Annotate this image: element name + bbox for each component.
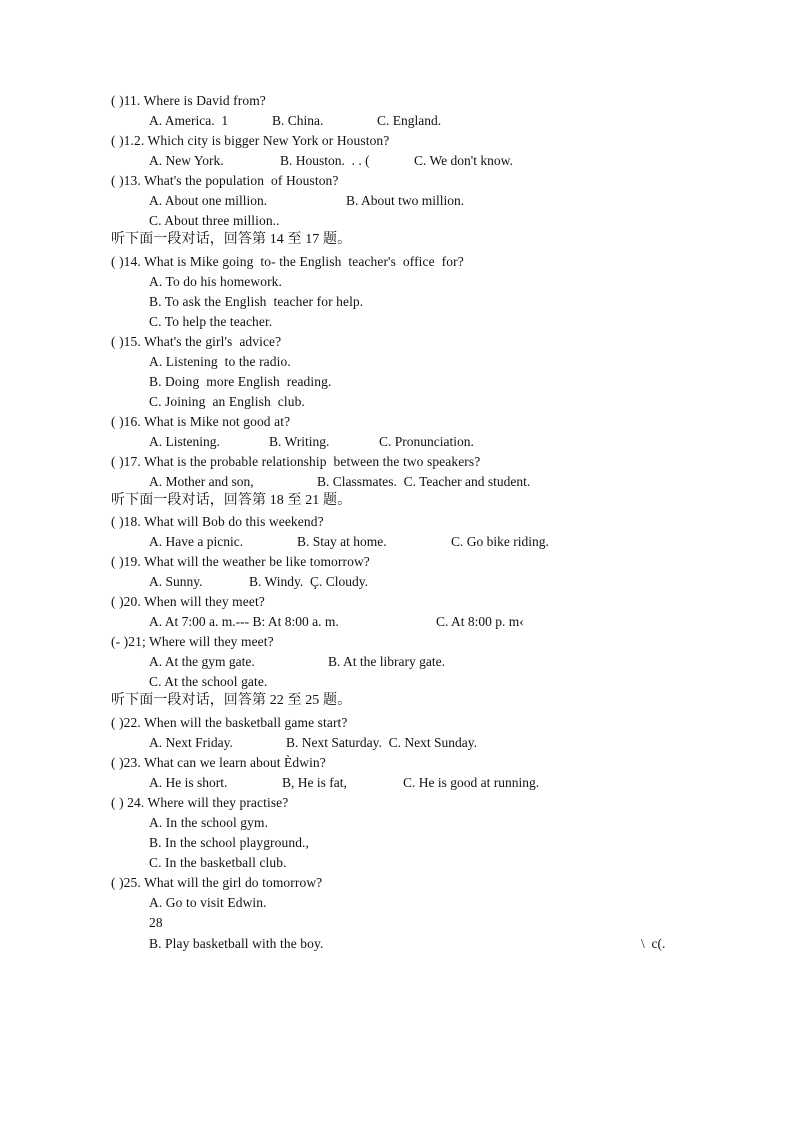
option: B. Next Saturday. C. Next Sunday. [286, 735, 477, 750]
option: A. At the gym gate. [149, 654, 255, 669]
option: C. In the basketball club. [149, 855, 287, 870]
option: C. At 8:00 p. m‹ [436, 614, 524, 629]
option: A. Sunny. [149, 574, 203, 589]
option: B. Writing. [269, 434, 330, 449]
option: B. At the library gate. [328, 654, 445, 669]
option: C. Go bike riding. [451, 534, 549, 549]
question-stem: ( )19. What will the weather be like tomorrow? [111, 554, 370, 569]
option: B. Classmates. C. Teacher and student. [317, 474, 531, 489]
option: C. About three million.. [149, 213, 280, 228]
page-number: 28 [149, 915, 163, 930]
question-stem: ( )11. Where is David from? [111, 93, 266, 108]
option: A. About one million. [149, 193, 268, 208]
question-stem: ( )25. What will the girl do tomorrow? [111, 875, 323, 890]
question-stem: ( )16. What is Mike not good at? [111, 414, 291, 429]
option: A. Listening. [149, 434, 220, 449]
option: A. Mother and son, [149, 474, 254, 489]
option: A. At 7:00 a. m.--- B: At 8:00 a. m. [149, 614, 339, 629]
section-heading: 听下面一段对话，回答第 18 至 21 题。 [111, 493, 352, 508]
question-stem: ( )14. What is Mike going to- the English teacher's office for? [111, 254, 464, 269]
question-stem: ( )20. When will they meet? [111, 594, 265, 609]
question-stem: (- )21; Where will they meet? [111, 634, 274, 649]
question-stem: ( )18. What will Bob do this weekend? [111, 514, 324, 529]
option: C. Joining an English club. [149, 394, 305, 409]
option: A. America. 1 [149, 113, 229, 128]
option: A. Listening to the radio. [149, 354, 291, 369]
option: C. To help the teacher. [149, 314, 273, 329]
question-stem: ( ) 24. Where will they practise? [111, 795, 289, 810]
option: B. To ask the English teacher for help. [149, 294, 364, 309]
section-heading: 听下面一段对话，回答第 22 至 25 题。 [111, 693, 352, 708]
question-stem: ( )13. What's the population of Houston? [111, 173, 339, 188]
question-stem: ( )15. What's the girl's advice? [111, 334, 282, 349]
option: A. In the school gym. [149, 815, 269, 830]
option: A. Have a picnic. [149, 534, 244, 549]
option: B. About two million. [346, 193, 465, 208]
option: A. He is short. [149, 775, 228, 790]
option: A. New York. [149, 153, 224, 168]
question-stem: ( )1.2. Which city is bigger New York or Houston? [111, 133, 390, 148]
option: A. To do his homework. [149, 274, 283, 289]
option: C. At the school gate. [149, 674, 268, 689]
option: C. Pronunciation. [379, 434, 474, 449]
option: B. Windy. Ç. Cloudy. [249, 574, 368, 589]
option: B, He is fat, [282, 775, 347, 790]
option: B. Doing more English reading. [149, 374, 332, 389]
option: C. England. [377, 113, 442, 128]
question-stem: ( )17. What is the probable relationship between the two speakers? [111, 454, 481, 469]
option: B. In the school playground., [149, 835, 310, 850]
option: B. Play basketball with the boy. [149, 936, 324, 951]
option: C. He is good at running. [403, 775, 540, 790]
option: B. China. [272, 113, 324, 128]
option: B. Houston. . . ( [280, 153, 370, 168]
section-heading: 听下面一段对话，回答第 14 至 17 题。 [111, 232, 352, 247]
option: A. Go to visit Edwin. [149, 895, 267, 910]
option: B. Stay at home. [297, 534, 387, 549]
option: C. We don't know. [414, 153, 513, 168]
option: A. Next Friday. [149, 735, 233, 750]
stray-mark: \ c(. [641, 936, 666, 951]
question-stem: ( )22. When will the basketball game start? [111, 715, 348, 730]
question-stem: ( )23. What can we learn about Èdwin? [111, 755, 326, 770]
